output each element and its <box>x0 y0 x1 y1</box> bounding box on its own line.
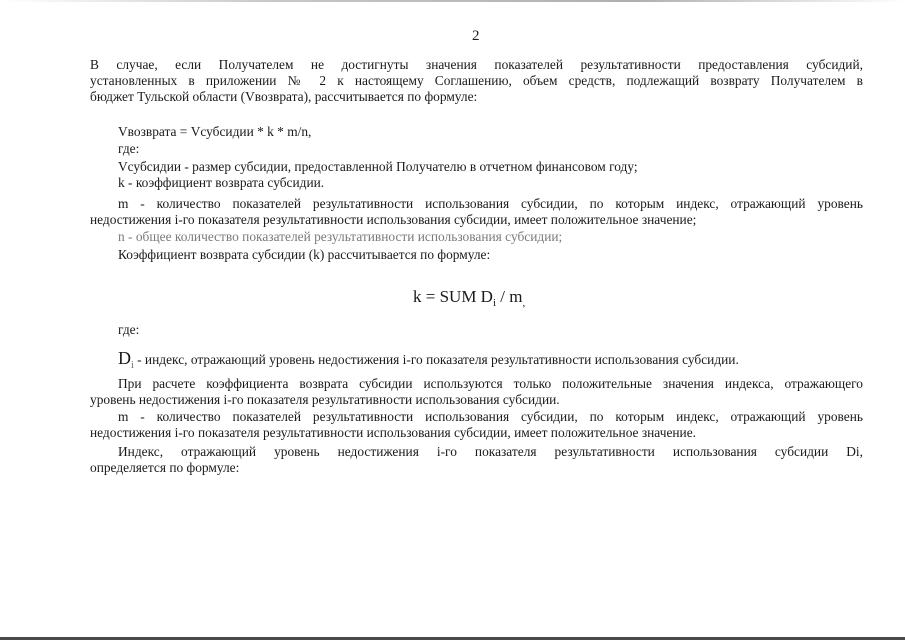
where-label: где: <box>118 141 140 156</box>
di-subscript: i <box>131 360 134 371</box>
index-intro-line: Индекс, отражающий уровень недостижения i-го показателя результативности использования субсидии Di, <box>118 444 863 459</box>
definition-k: k - коэффициент возврата субсидии. <box>118 175 325 190</box>
where-label: где: <box>118 322 140 337</box>
paragraph-line: установленных в приложении № 2 к настоящему Соглашению, объем средств, подлежащий возврату Получателем в <box>90 73 863 88</box>
formula-k-tail: , <box>522 297 526 309</box>
k-formula-intro: Коэффициент возврата субсидии (k) рассчитывается по формуле: <box>118 247 491 262</box>
definition-m-line: m - количество показателей результативности использования субсидии, по которым индекс, отражающий уровень <box>118 196 863 211</box>
definition-di <box>118 350 739 374</box>
calc-note-line: уровень недостижения i-го показателя результативности использования субсидии. <box>90 392 560 407</box>
di-description: - индекс, отражающий уровень недостижения i-го показателя результативности использования субсидии. <box>133 352 739 367</box>
paragraph-line: бюджет Тульской области (Vвозврата), рассчитывается по формуле: <box>90 89 478 104</box>
m-definition-line: m - количество показателей результативности использования субсидии, по которым индекс, отражающий уровень <box>118 409 863 424</box>
paragraph-line: В случае, если Получателем не достигнуты значения показателей результативности предоставления субсидий, <box>90 57 863 72</box>
definition-n: n - общее количество показателей результативности использования субсидии; <box>118 229 563 244</box>
definition-vsubsidy: Vсубсидии - размер субсидии, предоставленной Получателю в отчетном финансовом году; <box>118 159 638 174</box>
calc-note-line: При расчете коэффициента возврата субсидии используются только положительные значения индекса, отражающего <box>118 376 863 391</box>
formula-k-lhs: k = SUM D <box>413 287 493 306</box>
page-number: 2 <box>472 28 480 44</box>
formula-k-subscript: i <box>492 297 497 309</box>
scan-top-edge <box>0 0 905 2</box>
formula-return-volume: Vвозврата = Vсубсидии * k * m/n, <box>118 124 312 139</box>
index-intro-line: определяется по формуле: <box>90 460 240 475</box>
m-definition-line: недостижения i-го показателя результативности использования субсидии, имеет положительное значение. <box>90 425 697 440</box>
formula-k-rhs: / m <box>496 287 523 306</box>
formula-k <box>413 287 525 309</box>
di-letter: D <box>118 348 131 368</box>
di-symbol <box>118 348 134 371</box>
definition-m-line: недостижения i-го показателя результативности использования субсидии, имеет положительное значение; <box>90 212 697 227</box>
